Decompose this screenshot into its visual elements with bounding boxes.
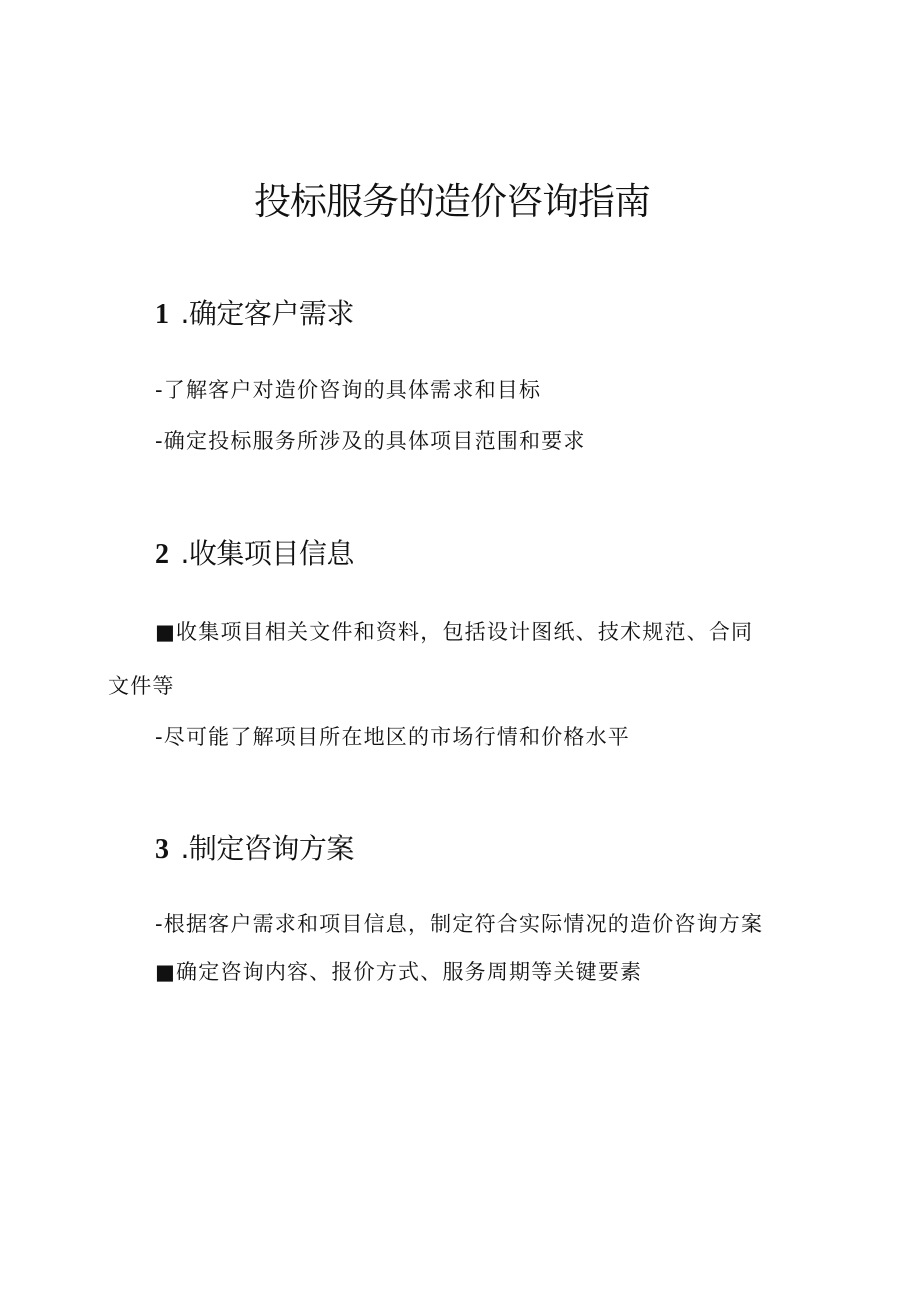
section-number: 3 (155, 834, 169, 865)
section-title: .收集项目信息 (180, 537, 354, 570)
list-item-continuation: 文件等 (108, 674, 175, 698)
document-title: 投标服务的造价咨询指南 (254, 180, 650, 223)
section-title: .确定客户需求 (180, 297, 354, 330)
list-item: -了解客户对造价咨询的具体需求和目标 (155, 378, 542, 402)
section-number: 1 (155, 299, 169, 330)
section-title: .制定咨询方案 (180, 832, 354, 865)
list-item: ■收集项目相关文件和资料，包括设计图纸、技术规范、合同 (155, 620, 754, 644)
section-heading-2 (155, 534, 354, 575)
list-item: -根据客户需求和项目信息，制定符合实际情况的造价咨询方案 (155, 912, 764, 936)
list-item: -尽可能了解项目所在地区的市场行情和价格水平 (155, 725, 630, 749)
section-heading-3 (155, 829, 354, 870)
section-number: 2 (155, 539, 169, 570)
section-heading-1 (155, 294, 354, 335)
list-item: ■确定咨询内容、报价方式、服务周期等关键要素 (155, 960, 643, 984)
list-item: -确定投标服务所涉及的具体项目范围和要求 (155, 429, 586, 453)
